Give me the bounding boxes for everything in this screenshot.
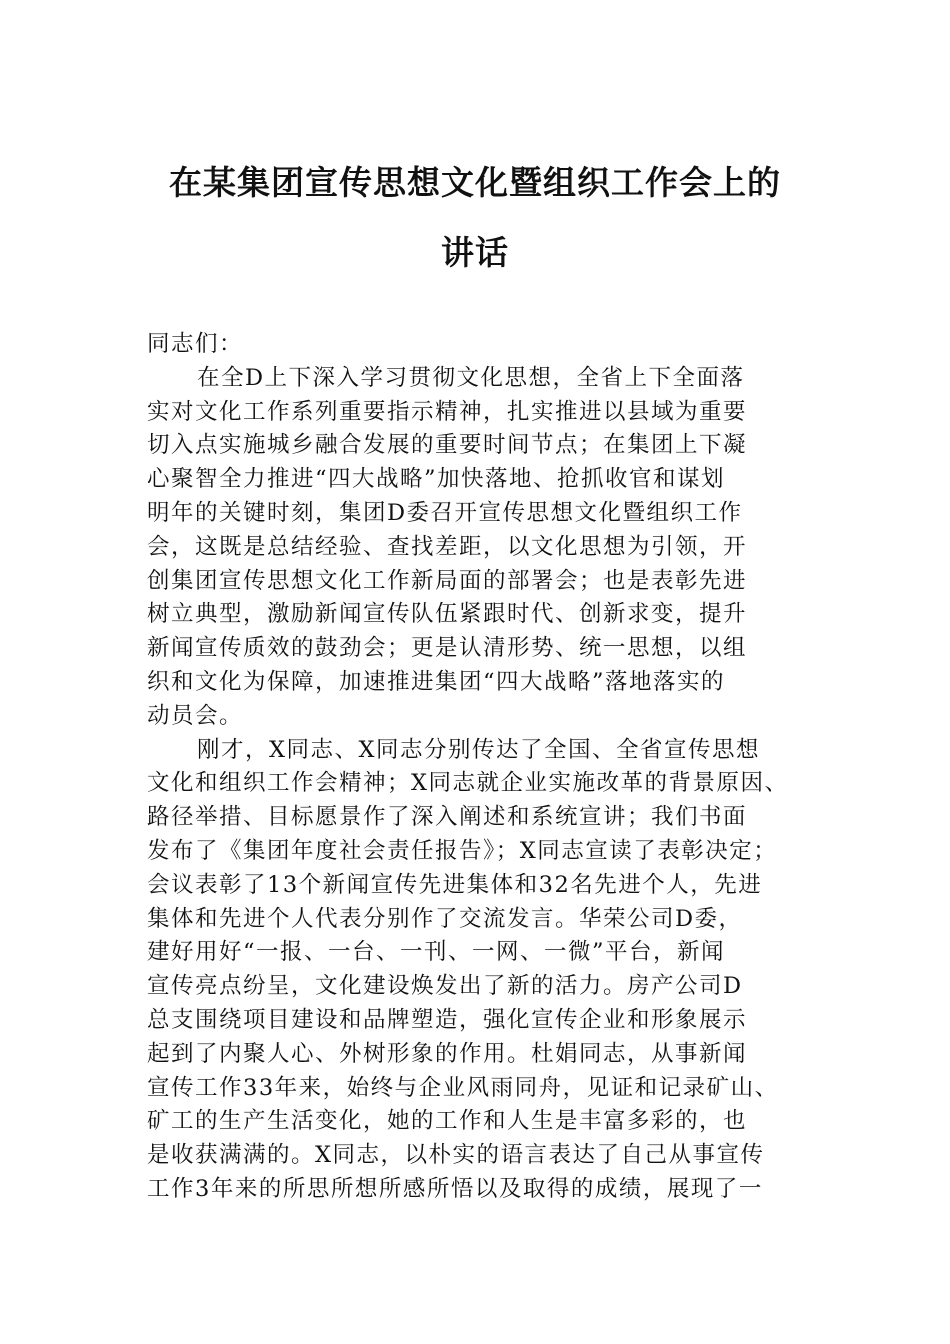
paragraph-2-line: 宣传工作33年来，始终与企业风雨同舟，见证和记录矿山、 <box>147 1074 779 1101</box>
document-title-line-2: 讲话 <box>441 233 509 272</box>
paragraph-2-line: 矿工的生产生活变化，她的工作和人生是丰富多彩的，也 <box>147 1108 748 1135</box>
paragraph-1-line: 心聚智全力推进“四大战略”加快落地、抢抓收官和谋划 <box>147 466 726 493</box>
paragraph-2-line: 集体和先进个人代表分别作了交流发言。华荣公司D委， <box>147 905 743 932</box>
paragraph-2-line: 文化和组织工作会精神；X同志就企业实施改革的背景原因、 <box>147 770 789 797</box>
paragraph-2-line: 是收获满满的。X同志，以朴实的语言表达了自己从事宣传 <box>147 1142 765 1169</box>
paragraph-2-line: 刚才，X同志、X同志分别传达了全国、全省宣传思想 <box>197 736 761 763</box>
paragraph-1-line: 树立典型，激励新闻宣传队伍紧跟时代、创新求变，提升 <box>147 601 748 628</box>
salutation: 同志们： <box>147 331 244 357</box>
paragraph-2 <box>147 734 807 1207</box>
paragraph-1-line: 织和文化为保障，加速推进集团“四大战略”落地落实的 <box>147 668 726 695</box>
paragraph-2-line: 起到了内聚人心、外树形象的作用。杜娟同志，从事新闻 <box>147 1040 748 1067</box>
paragraph-2-line: 发布了《集团年度社会责任报告》；X同志宣读了表彰决定； <box>147 837 778 864</box>
paragraph-1-line: 明年的关键时刻，集团D委召开宣传思想文化暨组织工作 <box>147 499 743 526</box>
paragraph-2-line: 会议表彰了13个新闻宣传先进集体和32名先进个人，先进 <box>147 871 763 898</box>
paragraph-2-line: 宣传亮点纷呈，文化建设焕发出了新的活力。房产公司D <box>147 973 743 1000</box>
paragraph-1-line: 切入点实施城乡融合发展的重要时间节点；在集团上下凝 <box>147 432 748 459</box>
paragraph-1-line: 会，这既是总结经验、查找差距，以文化思想为引领，开 <box>147 533 748 560</box>
paragraph-2-line: 工作3年来的所思所想所感所悟以及取得的成绩，展现了一 <box>147 1175 763 1202</box>
paragraph-2-line: 建好用好“一报、一台、一刊、一网、一微”平台，新闻 <box>147 939 726 966</box>
paragraph-2-line: 路径举措、目标愿景作了深入阐述和系统宣讲；我们书面 <box>147 804 748 831</box>
paragraph-1-line: 创集团宣传思想文化工作新局面的部署会；也是表彰先进 <box>147 567 748 594</box>
document-title-line-1: 在某集团宣传思想文化暨组织工作会上的 <box>169 163 781 202</box>
paragraph-1-line: 在全D上下深入学习贯彻文化思想，全省上下全面落 <box>197 364 745 391</box>
paragraph-1-line: 新闻宣传质效的鼓劲会；更是认清形势、统一思想，以组 <box>147 635 748 662</box>
paragraph-1-line: 动员会。 <box>147 702 244 729</box>
document-body <box>147 328 807 1207</box>
paragraph-1 <box>147 362 807 734</box>
paragraph-2-line: 总支围绕项目建设和品牌塑造，强化宣传企业和形象展示 <box>147 1006 748 1033</box>
paragraph-1-line: 实对文化工作系列重要指示精神，扎实推进以县域为重要 <box>147 398 748 425</box>
